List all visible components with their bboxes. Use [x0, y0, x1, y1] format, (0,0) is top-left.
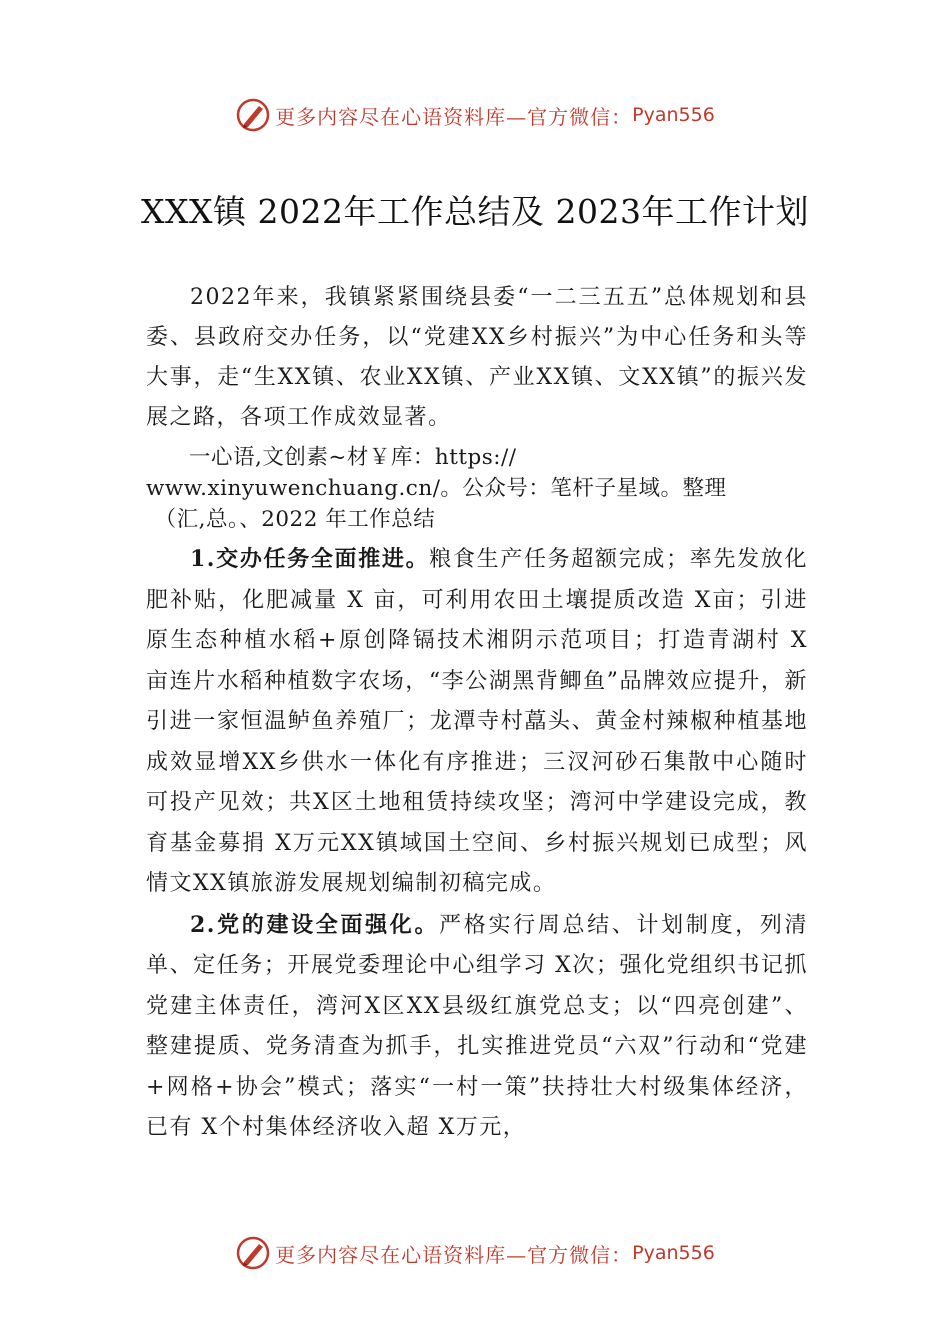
banner-wechat-id: Pyan556 — [632, 1242, 715, 1264]
document-title: XXX镇 2022年工作总结及 2023年工作计划 — [141, 192, 809, 231]
section-body-2: 严格实行周总结、计划制度，列清单、定任务；开展党委理论中心组学习 X次；强化党组织书记抓党建主体责任，湾河X区XX县级红旗党总支；以“四亮创建”、整建提质、党务清查为抓手，扎实推进党员“六双”行动和“党建+网格+协会”模式；落实“一村一策”扶持壮大村级集体经济，已有 X个村集体经济收入超 X万元， — [146, 912, 808, 1140]
source-note-line-1: 一心语,文创素~材￥库：https:// — [189, 445, 517, 470]
banner-text: 更多内容尽在心语资料库—官方微信： — [275, 104, 633, 129]
section-paragraph-1 — [146, 539, 808, 905]
section-lead-1: 1.交办任务全面推进。 — [190, 546, 430, 572]
source-note-line-2: www.xinyuwenchuang.cn/。公众号：笔杆子星域。整理 — [146, 476, 727, 501]
watermark-banner-bottom — [0, 1233, 950, 1273]
section-paragraph-2 — [146, 905, 808, 1149]
section-lead-2: 2.党的建设全面强化。 — [190, 911, 440, 938]
pen-logo-icon — [235, 1235, 271, 1271]
section-body-1: 粮食生产任务超额完成；率先发放化肥补贴，化肥减量 X 亩，可利用农田土壤提质改造 X亩；引进原生态种植水稻+原创降镉技术湘阴示范项目；打造青湖村 X 亩连片水稻种植数字农场，“李公湖黑背鲫鱼”品牌效应提升，新引进一家恒温鲈鱼养殖厂；龙潭寺村藠头、黄金村辣椒种植基地成效显增XX乡供水一体化有序推进；三汊河砂石集散中心随时可投产见效；共X区土地租赁持续攻坚；湾河中学建设完成，教育基金募捐 X万元XX镇域国土空间、乡村振兴规划已成型；风情文XX镇旅游发展规划编制初稿完成。 — [146, 547, 808, 896]
banner-text: 更多内容尽在心语资料库—官方微信： — [275, 1242, 633, 1267]
banner-wechat-id: Pyan556 — [632, 104, 715, 126]
source-note — [146, 442, 808, 535]
intro-paragraph: 2022年来，我镇紧紧围绕县委“一二三五五”总体规划和县委、县政府交办任务，以“党建XX乡村振兴”为中心任务和头等大事，走“生XX镇、农业XX镇、产业XX镇、文XX镇”的振兴发展之路，各项工作成效显著。 — [146, 285, 808, 430]
watermark-banner-top — [0, 95, 950, 135]
document-body — [146, 278, 808, 1149]
source-note-line-3: （汇,总。、2022 年工作总结 — [154, 507, 436, 532]
pen-logo-icon — [235, 97, 271, 133]
